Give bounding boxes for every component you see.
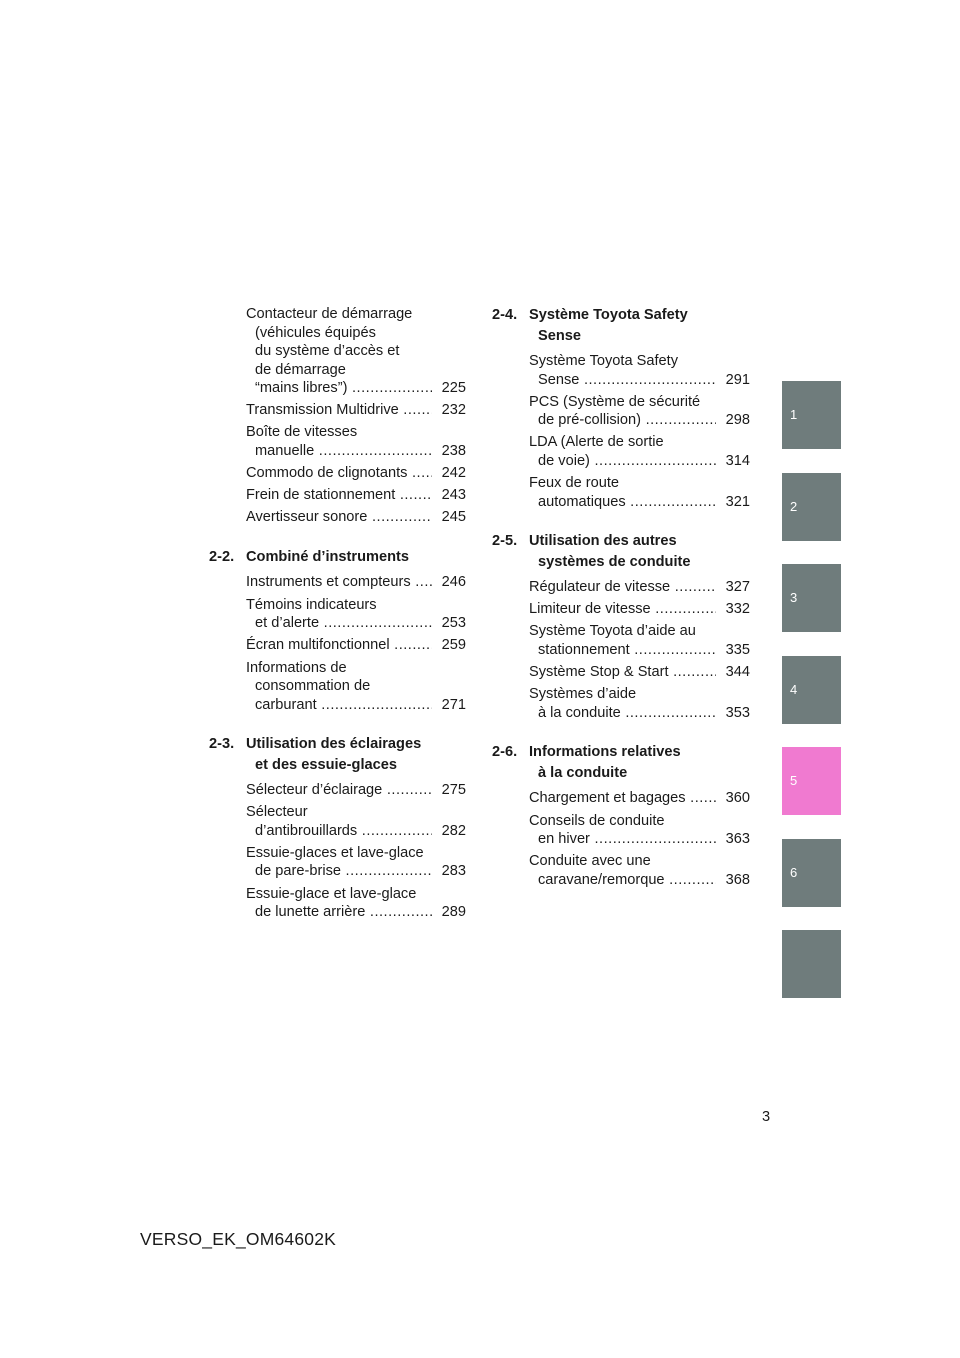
toc-entry-label: de pré-collision) [538, 412, 642, 429]
toc-entry-label: Sélecteur [246, 804, 308, 821]
toc-entry-label: consommation de [255, 678, 371, 694]
toc-entry-label: LDA (Alerte de sortie [529, 434, 664, 451]
toc-entry-text [246, 781, 432, 800]
toc-page-number: 246 [438, 573, 466, 592]
chapter-tab-5[interactable] [782, 747, 841, 815]
toc-entry[interactable] [246, 573, 466, 592]
toc-right-column [492, 305, 750, 893]
toc-entry-label: Régulateur de vitesse [529, 579, 671, 596]
toc-entry-label: Système Toyota Safety [529, 353, 678, 369]
toc-entry-text [246, 614, 432, 633]
toc-page-number: 271 [438, 696, 466, 715]
toc-page-number: 291 [722, 371, 750, 390]
toc-entry[interactable] [529, 852, 750, 889]
toc-entry-text [246, 361, 432, 380]
section-title-line: systèmes de conduite [538, 553, 691, 570]
toc-entry-text [529, 371, 716, 390]
section-number: 2-2. [209, 548, 235, 565]
toc-entry-label: caravane/remorque [538, 871, 665, 888]
dot-leader [407, 465, 432, 481]
toc-entry-label: Avertisseur sonore [246, 509, 368, 526]
toc-page-number: 243 [438, 486, 466, 505]
toc-page-number: 225 [438, 379, 466, 398]
toc-page-number: 253 [438, 614, 466, 633]
toc-entry-text [529, 622, 716, 641]
toc-entry[interactable] [529, 578, 750, 597]
dot-leader [579, 372, 716, 388]
toc-entry-text [529, 704, 716, 723]
section-heading [209, 547, 466, 568]
chapter-tab-label: 3 [790, 590, 798, 605]
toc-entry-label: du système d’accès et [255, 343, 400, 359]
toc-entry-label: carburant [255, 696, 317, 713]
toc-page-number: 368 [722, 871, 750, 890]
toc-page-number: 282 [438, 822, 466, 841]
section-heading [492, 742, 750, 783]
toc-page-number: 245 [438, 508, 466, 527]
toc-entry[interactable] [246, 844, 466, 881]
toc-entry-text [246, 803, 432, 822]
toc-entry-text [529, 600, 716, 619]
section-number: 2-4. [492, 307, 518, 323]
toc-page-number: 353 [722, 704, 750, 723]
toc-entry[interactable] [529, 600, 750, 619]
toc-page-number: 242 [438, 464, 466, 483]
dot-leader [357, 823, 432, 839]
toc-entry-text [246, 442, 432, 461]
toc-entry-label: Essuie-glace et lave-glace [246, 885, 417, 902]
toc-entry[interactable] [246, 636, 466, 655]
toc-entry-label: d’antibrouillards [255, 822, 358, 839]
toc-entry-text [529, 663, 716, 682]
toc-page-number: 344 [722, 663, 750, 682]
toc-entry-text [529, 830, 716, 849]
toc-entry[interactable] [246, 596, 466, 633]
section-title-line: Utilisation des autres [529, 533, 677, 550]
dot-leader [411, 574, 432, 590]
section-number: 2-5. [492, 533, 518, 550]
toc-entry-label: Système Stop & Start [529, 664, 669, 681]
toc-entry-label: Système Toyota d’aide au [529, 623, 696, 640]
section-number: 2-6. [492, 744, 518, 761]
section-title-line: Utilisation des éclairages [246, 736, 422, 752]
section-title-line: Combiné d’instruments [246, 548, 409, 565]
dot-leader [651, 601, 716, 617]
toc-entry-text [529, 641, 716, 660]
toc-entry-label: Feux de route [529, 475, 620, 492]
toc-left-column [209, 305, 466, 925]
toc-page-number: 363 [722, 830, 750, 849]
toc-entry-text [529, 474, 716, 493]
dot-leader [665, 872, 716, 888]
toc-entry[interactable] [246, 423, 466, 460]
dot-leader [590, 831, 716, 847]
toc-entry-text [529, 411, 716, 430]
toc-entry-label: à la conduite [538, 704, 621, 721]
chapter-tab-3[interactable] [782, 564, 841, 632]
dot-leader [621, 705, 716, 721]
dot-leader [367, 509, 432, 525]
toc-entry-text [246, 596, 432, 615]
toc-entry-text [246, 508, 432, 527]
toc-entry[interactable] [529, 393, 750, 430]
toc-entry-label: Systèmes d’aide [529, 686, 637, 703]
dot-leader [319, 615, 432, 631]
dot-leader [382, 782, 432, 798]
toc-entry-label: Sélecteur d’éclairage [246, 782, 383, 798]
toc-entry-text [246, 636, 432, 655]
section-title-line: Sense [538, 327, 581, 344]
toc-entry[interactable] [246, 401, 466, 420]
chapter-tab-2[interactable] [782, 473, 841, 541]
toc-entry[interactable] [246, 464, 466, 483]
section-title-line: Système Toyota Safety [529, 307, 688, 323]
chapter-tab-label: 5 [790, 773, 798, 788]
dot-leader [670, 579, 716, 595]
toc-entry-label: Frein de stationnement [246, 487, 396, 504]
dot-leader [341, 863, 432, 879]
toc-entry[interactable] [529, 789, 750, 808]
section-heading [209, 734, 466, 775]
toc-entry-label: Transmission Multidrive [246, 402, 399, 419]
dot-leader [626, 494, 716, 510]
toc-entry-label: “mains libres”) [255, 380, 348, 396]
toc-entry-label: (véhicules équipés [255, 324, 376, 341]
toc-entry-label: stationnement [538, 641, 630, 658]
toc-entry-label: de démarrage [255, 361, 346, 378]
chapter-tab-4[interactable] [782, 656, 841, 724]
page-number: 3 [762, 1109, 771, 1125]
toc-entry[interactable] [529, 433, 750, 470]
toc-page-number: 289 [438, 903, 466, 922]
toc-entry-label: Commodo de clignotants [246, 465, 408, 482]
chapter-tab-label: 1 [790, 407, 798, 422]
toc-entry-label: Essuie-glaces et lave-glace [246, 844, 424, 861]
toc-entry-text [246, 305, 432, 324]
toc-entry-text [246, 677, 432, 696]
section-title-line: Informations relatives [529, 744, 681, 761]
toc-page-number: 232 [438, 401, 466, 420]
toc-entry-text [246, 862, 432, 881]
chapter-tab-label: 2 [790, 498, 798, 514]
toc-entry-label: Écran multifonctionnel [246, 637, 390, 654]
toc-entry-label: et d’alerte [255, 615, 320, 632]
toc-entry-label: de pare-brise [255, 863, 341, 880]
chapter-tab-index[interactable] [782, 930, 841, 998]
toc-entry-text [246, 844, 432, 863]
dot-leader [669, 664, 716, 680]
dot-leader [641, 412, 716, 428]
toc-entry-text [246, 423, 432, 442]
toc-entry-text [246, 659, 432, 678]
toc-page-number: 321 [722, 493, 750, 512]
toc-entry-label: Limiteur de vitesse [529, 601, 651, 618]
toc-page-number: 332 [722, 600, 750, 619]
toc-entry[interactable] [246, 508, 466, 527]
toc-entry-text [246, 379, 432, 398]
toc-entry-text [246, 903, 432, 922]
dot-leader [399, 402, 432, 418]
toc-entry-label: Conduite avec une [529, 853, 651, 870]
toc-page-number: 298 [722, 411, 750, 430]
dot-leader [314, 443, 432, 459]
toc-page-number: 283 [438, 862, 466, 881]
toc-entry-text [246, 885, 432, 904]
section-title-line: et des essuie-glaces [255, 756, 397, 773]
chapter-tab-label: 4 [790, 681, 798, 697]
toc-entry-label: Sense [538, 371, 580, 388]
toc-entry-text [529, 452, 716, 471]
toc-entry-text [246, 401, 432, 420]
section-title-line: à la conduite [538, 764, 628, 781]
toc-entry-text [529, 493, 716, 512]
toc-entry[interactable] [246, 803, 466, 840]
toc-page-number: 275 [438, 781, 466, 800]
toc-entry-label: Conseils de conduite [529, 812, 665, 829]
toc-entry-text [529, 352, 716, 371]
section-heading [492, 531, 750, 572]
dot-leader [395, 487, 432, 503]
toc-page-number: 360 [722, 789, 750, 808]
toc-entry-text [246, 573, 432, 592]
toc-entry[interactable] [529, 663, 750, 682]
toc-entry-label: automatiques [538, 493, 626, 510]
chapter-tab-1[interactable] [782, 381, 841, 449]
toc-entry[interactable] [529, 352, 750, 389]
toc-entry-text [529, 789, 716, 808]
toc-entry-text [246, 486, 432, 505]
toc-entry-label: de voie) [538, 452, 590, 469]
toc-entry[interactable] [529, 685, 750, 722]
toc-entry-text [529, 812, 716, 831]
toc-entry-label: de lunette arrière [255, 904, 366, 921]
chapter-tab-6[interactable] [782, 839, 841, 907]
toc-entry-label: Contacteur de démarrage [246, 306, 413, 322]
toc-page-number: 259 [438, 636, 466, 655]
dot-leader [630, 642, 716, 658]
toc-entry-label: Boîte de vitesses [246, 424, 358, 441]
toc-entry[interactable] [529, 622, 750, 659]
chapter-tab-label: 6 [790, 864, 798, 880]
toc-entry[interactable] [246, 781, 466, 800]
toc-entry-text [529, 393, 716, 412]
dot-leader [686, 790, 716, 806]
toc-page-number: 327 [722, 578, 750, 597]
toc-entry-text [246, 324, 432, 343]
toc-entry-label: en hiver [538, 831, 590, 847]
toc-page-number: 238 [438, 442, 466, 461]
toc-entry-text [246, 464, 432, 483]
dot-leader [390, 637, 432, 653]
dot-leader [365, 904, 432, 920]
toc-entry-label: manuelle [255, 442, 315, 459]
toc-entry[interactable] [246, 659, 466, 715]
toc-entry[interactable] [246, 885, 466, 922]
toc-entry-text [529, 852, 716, 871]
dot-leader [317, 697, 432, 713]
dot-leader [347, 380, 432, 396]
toc-entry-text [529, 871, 716, 890]
toc-entry[interactable] [529, 812, 750, 849]
section-heading [492, 305, 750, 346]
toc-entry-label: Informations de [246, 659, 347, 676]
toc-entry[interactable] [529, 474, 750, 511]
toc-entry-label: Témoins indicateurs [246, 596, 377, 613]
toc-entry[interactable] [246, 305, 466, 398]
toc-entry-label: Instruments et compteurs [246, 574, 411, 591]
toc-entry-text [529, 685, 716, 704]
toc-page-number: 335 [722, 641, 750, 660]
toc-entry-text [246, 696, 432, 715]
toc-page-number: 314 [722, 452, 750, 471]
toc-entry-text [246, 342, 432, 361]
toc-entry-label: PCS (Système de sécurité [529, 393, 701, 410]
toc-entry-text [529, 578, 716, 597]
document-code: VERSO_EK_OM64602K [140, 1229, 337, 1249]
dot-leader [590, 453, 716, 469]
toc-entry-label: Chargement et bagages [529, 790, 686, 807]
toc-entry-text [529, 433, 716, 452]
toc-entry[interactable] [246, 486, 466, 505]
toc-entry-text [246, 822, 432, 841]
section-number: 2-3. [209, 736, 235, 752]
